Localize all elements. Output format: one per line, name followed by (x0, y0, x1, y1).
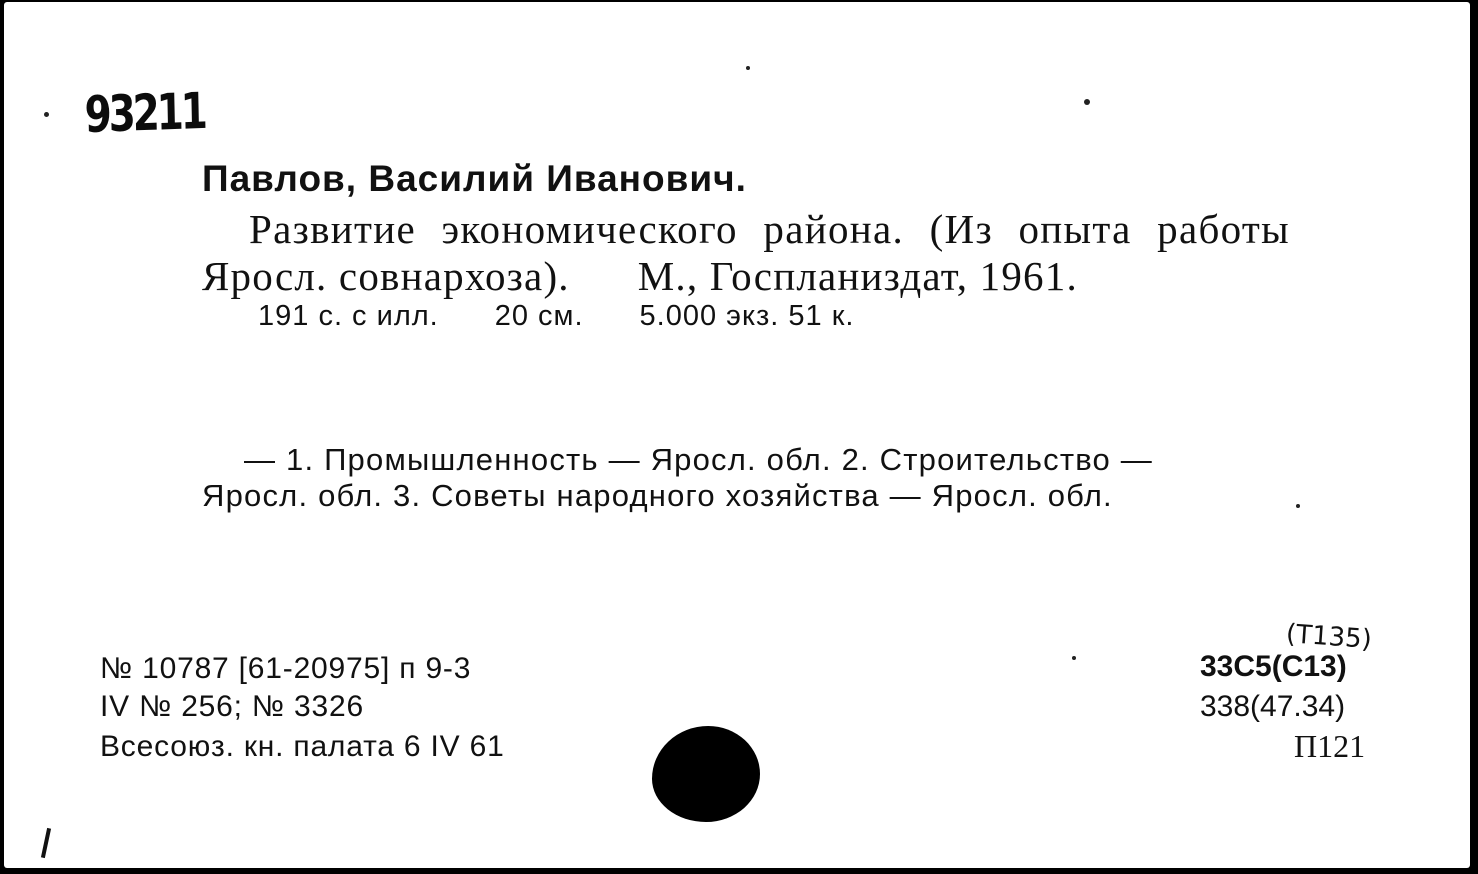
imprint-part2: М., Госпланиздат, 1961. (637, 253, 1078, 299)
registration-line-1: № 10787 [61-20975] п 9-3 (100, 652, 472, 685)
ink-blot (652, 726, 760, 822)
registration-line-2: IV № 256; № 3326 (100, 690, 364, 723)
speck (746, 66, 750, 70)
collation (258, 300, 854, 333)
inventory-number: 93211 (84, 81, 206, 144)
author-heading: Павлов, Василий Иванович. (202, 158, 747, 199)
classification-code-1: 33C5(C13) (1200, 650, 1347, 683)
book-title: Развитие экономического района. (Из опыта работы (249, 206, 1290, 252)
speck (1296, 504, 1300, 508)
imprint-part1: Яросл. совнархоза). (202, 253, 570, 299)
collation-size: 20 см. (494, 300, 584, 332)
speck (1072, 656, 1076, 660)
classification-code-3: П121 (1294, 728, 1366, 764)
registration-line-3: Всесоюз. кн. палата 6 IV 61 (100, 730, 505, 763)
collation-print-run: 5.000 экз. 51 к. (639, 300, 855, 332)
subject-headings-line-1: — 1. Промышленность — Яросл. обл. 2. Строительство — (244, 442, 1154, 477)
pencil-mark (41, 828, 51, 858)
classification-code-2: 338(47.34) (1200, 690, 1346, 723)
collation-pages: 191 с. с илл. (258, 300, 439, 332)
classification-handwritten-note: (T135) (1285, 619, 1373, 655)
speck (1084, 99, 1090, 105)
subject-headings-line-2: Яросл. обл. 3. Советы народного хозяйства — Яросл. обл. (202, 478, 1113, 513)
catalog-card (4, 2, 1470, 868)
imprint (202, 252, 1078, 300)
speck (44, 112, 49, 117)
